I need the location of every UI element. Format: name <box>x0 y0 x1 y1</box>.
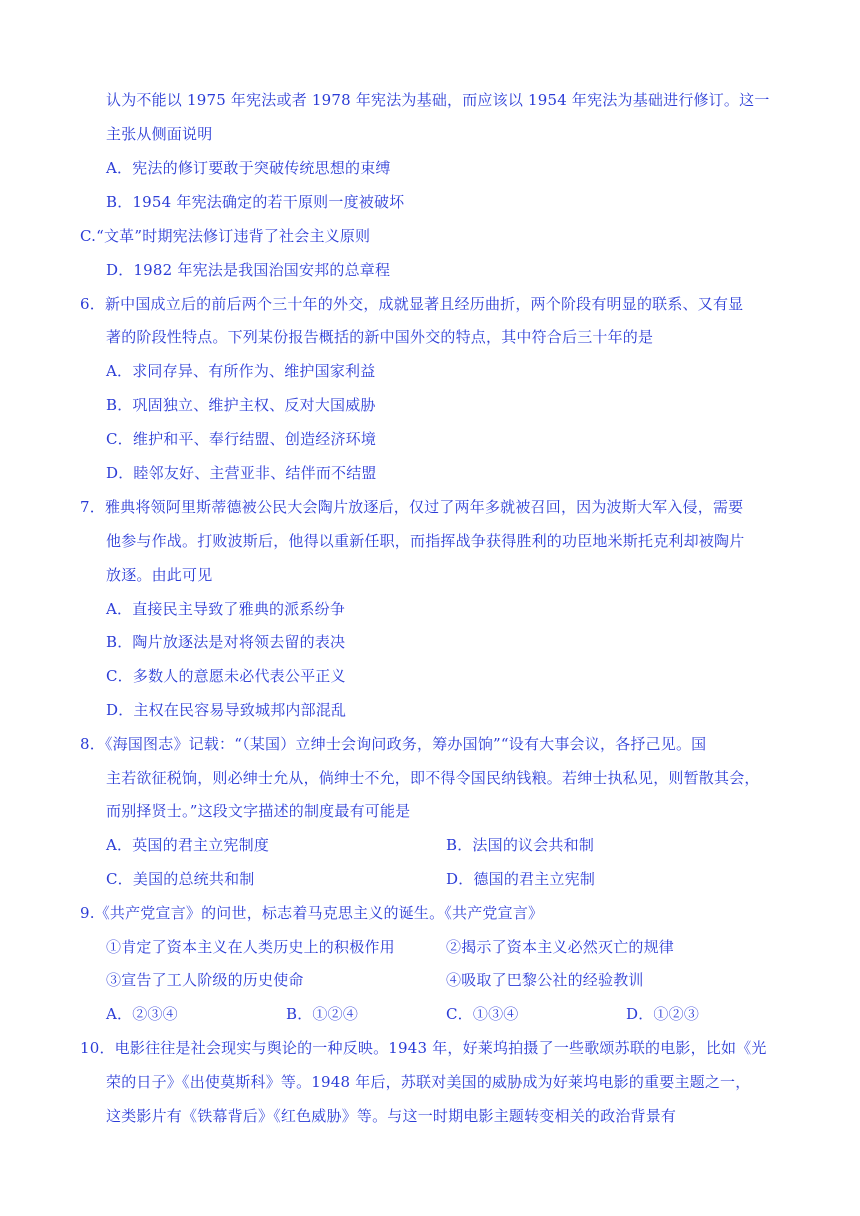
q9-item-2: ②揭示了资本主义必然灭亡的规律 <box>446 938 675 956</box>
q6-stem-line-2: 著的阶段性特点。下列某份报告概括的新中国外交的特点，其中符合后三十年的是 <box>106 328 654 346</box>
q5-option-a: A．宪法的修订要敢于突破传统思想的束缚 <box>106 159 391 177</box>
q6-option-a: A．求同存异、有所作为、维护国家利益 <box>106 362 376 380</box>
q7-stem-line-1: 7．雅典将领阿里斯蒂德被公民大会陶片放逐后，仅过了两年多就被召回，因为波斯大军入侵，需要 <box>80 498 744 516</box>
q9-stem-line-1: 9.《共产党宣言》的问世，标志着马克思主义的诞生。《共产党宣言》 <box>80 904 544 922</box>
q7-stem-line-2: 他参与作战。打败波斯后，他得以重新任职，而指挥战争获得胜利的功臣地米斯托克利却被陶片 <box>106 532 745 550</box>
q7-option-c: C．多数人的意愿未必代表公平正义 <box>106 667 346 685</box>
q10-stem-line-3: 这类影片有《铁幕背后》《红色威胁》等。与这一时期电影主题转变相关的政治背景有 <box>106 1107 677 1125</box>
q10-stem-line-1: 10．电影往往是社会现实与舆论的一种反映。1943 年，好莱坞拍摄了一些歌颂苏联的电影，比如《光 <box>80 1039 767 1057</box>
q6-option-d: D．睦邻友好、主营亚非、结伴而不结盟 <box>106 464 377 482</box>
q8-option-d: D．德国的君主立宪制 <box>446 870 596 888</box>
q10-stem-line-2: 荣的日子》《出使莫斯科》等。1948 年后，苏联对美国的威胁成为好莱坞电影的重要主题之一， <box>106 1073 751 1091</box>
q7-stem-line-3: 放逐。由此可见 <box>106 566 213 584</box>
q7-option-d: D．主权在民容易导致城邦内部混乱 <box>106 701 347 719</box>
q7-option-a: A．直接民主导致了雅典的派系纷争 <box>106 600 346 618</box>
q6-option-c: C．维护和平、奉行结盟、创造经济环境 <box>106 430 377 448</box>
q5-stem-line-2: 主张从侧面说明 <box>106 125 213 143</box>
q8-stem-line-2: 主若欲征税饷，则必绅士允从，倘绅士不允，即不得令国民纳钱粮。若绅士执私见，则暂散其会， <box>106 769 760 787</box>
q5-option-b: B．1954 年宪法确定的若干原则一度被破坏 <box>106 193 405 211</box>
q8-stem-line-3: 而别择贤士。”这段文字描述的制度最有可能是 <box>106 802 411 820</box>
q8-option-c: C．美国的总统共和制 <box>106 870 255 888</box>
q7-option-b: B．陶片放逐法是对将领去留的表决 <box>106 633 346 651</box>
q9-option-a: A．②③④ <box>106 1005 178 1023</box>
q8-option-b: B．法国的议会共和制 <box>446 836 595 854</box>
q8-option-a: A．英国的君主立宪制度 <box>106 836 270 854</box>
q6-option-b: B．巩固独立、维护主权、反对大国威胁 <box>106 396 376 414</box>
q9-item-4: ④吸取了巴黎公社的经验教训 <box>446 971 644 989</box>
q5-stem-line-1: 认为不能以 1975 年宪法或者 1978 年宪法为基础，而应该以 1954 年宪法为基础进行修订。这一 <box>106 91 770 109</box>
q5-option-d: D．1982 年宪法是我国治国安邦的总章程 <box>106 261 391 279</box>
q9-option-d: D．①②③ <box>626 1005 700 1023</box>
q9-option-b: B．①②④ <box>286 1005 359 1023</box>
q5-option-c: C.“文革”时期宪法修订违背了社会主义原则 <box>80 227 371 245</box>
q9-option-c: C．①③④ <box>446 1005 519 1023</box>
q9-item-3: ③宣告了工人阶级的历史使命 <box>106 971 304 989</box>
q9-item-1: ①肯定了资本主义在人类历史上的积极作用 <box>106 938 395 956</box>
q8-stem-line-1: 8．《海国图志》记载：“（某国）立绅士会询问政务，筹办国饷”“设有大事会议，各抒己见。国 <box>80 735 707 753</box>
q6-stem-line-1: 6．新中国成立后的前后两个三十年的外交，成就显著且经历曲折，两个阶段有明显的联系、又有显 <box>80 295 744 313</box>
